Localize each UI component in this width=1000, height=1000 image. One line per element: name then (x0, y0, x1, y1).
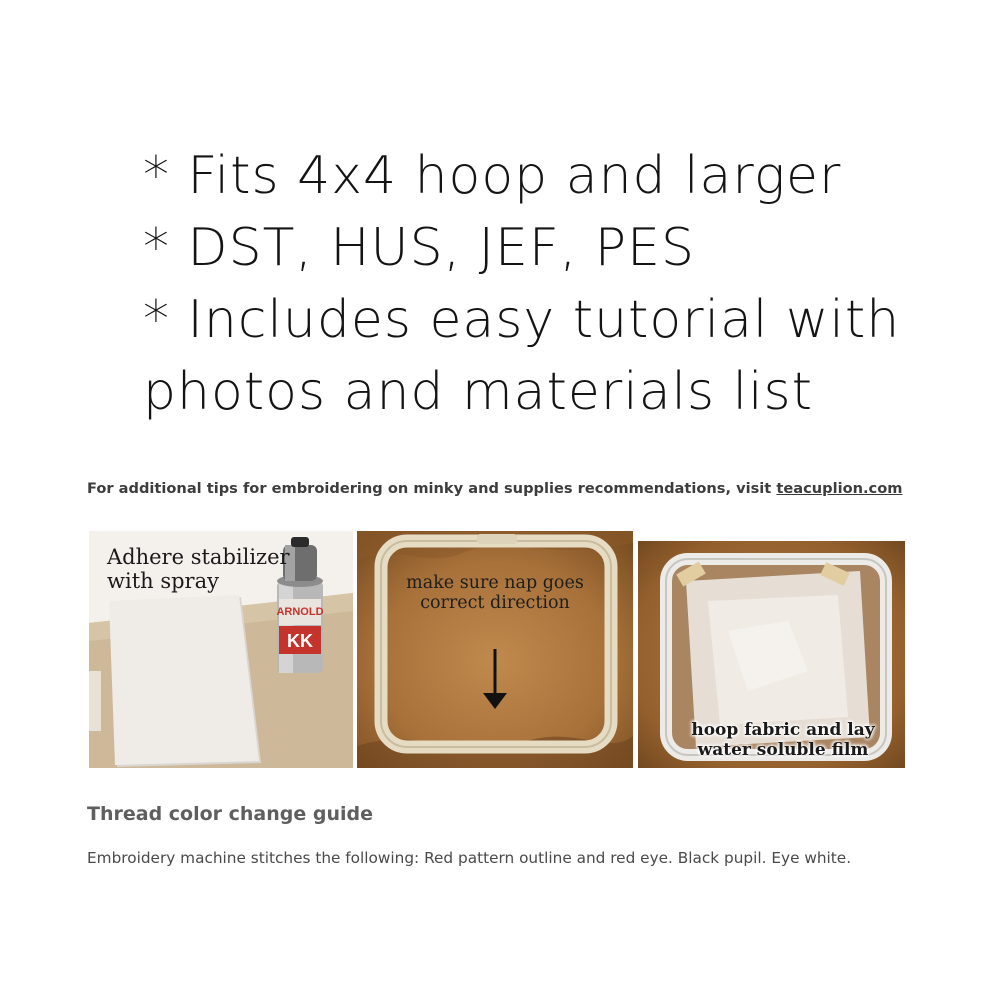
can-label-mid: KK (287, 631, 313, 651)
caption-line: make sure nap goes (406, 573, 584, 593)
caption-line: hoop fabric and lay (691, 720, 875, 740)
photo-caption-nap (357, 573, 633, 613)
feature-tutorial: * Includes easy tutorial with (143, 290, 901, 350)
feature-hoop-size: * Fits 4x4 hoop and larger (143, 146, 842, 206)
thread-guide-heading: Thread color change guide (87, 803, 374, 825)
caption-line: Adhere stabilizer (107, 545, 290, 569)
thread-guide-text: Embroidery machine stitches the following: Red pattern outline and red eye. Black pupil. Eye white. (87, 849, 852, 867)
photo-caption-stabilizer (107, 545, 290, 593)
feature-file-formats: * DST, HUS, JEF, PES (143, 218, 696, 278)
caption-line: water soluble film (697, 739, 869, 760)
photo-caption-hoop (678, 721, 888, 760)
can-label-top: ARNOLD (276, 606, 324, 618)
photo-hoop-fabric (638, 541, 905, 768)
nap-direction-illustration (357, 531, 633, 768)
photo-nap-direction (357, 531, 633, 768)
caption-line: with spray (107, 569, 219, 594)
feature-list (143, 140, 983, 428)
caption-line: correct direction (420, 593, 570, 614)
photo-adhere-stabilizer (89, 531, 353, 768)
tips-text (87, 480, 947, 497)
feature-tutorial-continued: photos and materials list (143, 362, 813, 422)
tips-label: For additional tips for embroidering on minky and supplies recommendations, visit (87, 480, 777, 497)
teacuplion-link[interactable]: teacuplion.com (776, 480, 903, 497)
